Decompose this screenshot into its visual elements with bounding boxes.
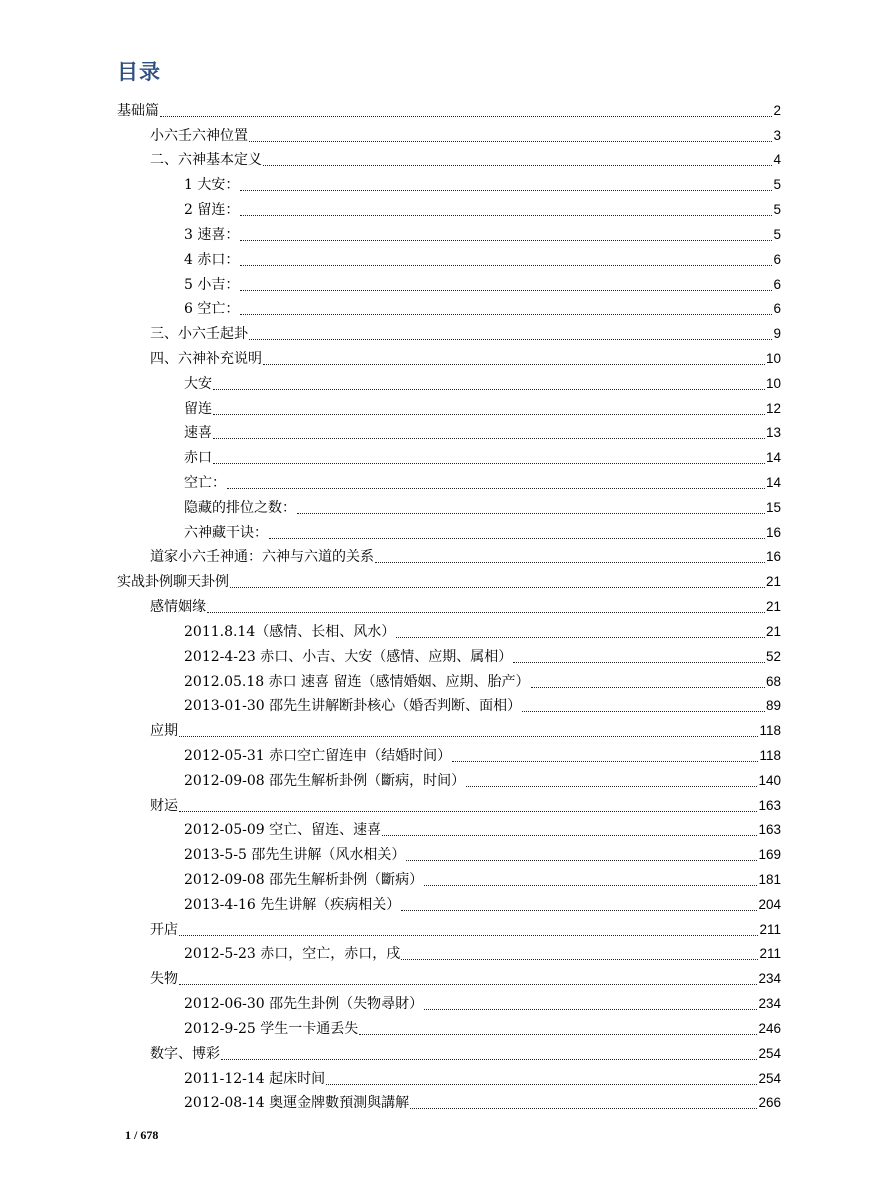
dot-leader (160, 116, 772, 117)
dot-leader (406, 860, 757, 861)
toc-page-number: 10 (765, 375, 781, 391)
dot-leader (207, 612, 765, 613)
toc-entry[interactable] (0, 344, 879, 369)
toc-entry-title: 6 空亡： (184, 301, 240, 318)
toc-entry[interactable] (0, 1014, 879, 1039)
toc-page-number: 21 (765, 623, 781, 639)
dot-leader (466, 786, 757, 787)
toc-entry[interactable] (0, 419, 879, 444)
toc-page-number: 16 (765, 524, 781, 540)
toc-entry-title: 基础篇 (117, 102, 159, 119)
toc-page-number: 4 (773, 152, 781, 168)
toc-entry-title: 速喜 (184, 425, 212, 442)
toc-entry-title: 失物 (150, 971, 178, 988)
dot-leader (240, 215, 772, 216)
toc-entry[interactable] (0, 940, 879, 965)
toc-page-number: 169 (758, 847, 781, 863)
toc-page-number: 10 (765, 350, 781, 366)
toc-entry-title: 2 留连： (184, 202, 240, 219)
dot-leader (375, 562, 765, 563)
dot-leader (513, 662, 765, 663)
dot-leader (240, 290, 772, 291)
dot-leader (531, 687, 765, 688)
dot-leader (396, 637, 765, 638)
toc-entry-title: 实战卦例聊天卦例 (117, 574, 229, 591)
toc-page-number: 52 (765, 648, 781, 664)
dot-leader (213, 389, 765, 390)
dot-leader (326, 1084, 757, 1085)
toc-page-number: 254 (758, 1070, 781, 1086)
toc-entry[interactable] (0, 170, 879, 195)
dot-leader (249, 339, 772, 340)
toc-entry[interactable] (0, 692, 879, 717)
toc-entry-title: 二、六神基本定义 (150, 152, 262, 169)
dot-leader (359, 1034, 757, 1035)
toc-page-number: 13 (765, 425, 781, 441)
toc-entry-title: 开店 (150, 921, 178, 938)
toc-entry-title: 财运 (150, 797, 178, 814)
toc-page-number: 211 (759, 946, 781, 962)
toc-page-number: 21 (765, 574, 781, 590)
toc-entry-title: 5 小吉： (184, 276, 240, 293)
toc-page-number: 15 (765, 499, 781, 515)
dot-leader (213, 463, 765, 464)
toc-entry-title: 数字、博彩 (150, 1045, 220, 1062)
dot-leader (249, 141, 772, 142)
toc-entry-title: 2011-12-14 起床时间 (184, 1070, 326, 1087)
toc-entry[interactable] (0, 791, 879, 816)
toc-page-number: 118 (759, 723, 781, 739)
toc-page-number: 181 (758, 872, 781, 887)
toc-entry-title: 2012-9-25 学生一卡通丢失 (184, 1020, 359, 1037)
toc-entry[interactable] (0, 1064, 879, 1089)
toc-page-number: 254 (758, 1045, 781, 1061)
toc-entry[interactable] (0, 518, 879, 543)
toc-page-number: 140 (758, 772, 781, 788)
toc-entry[interactable] (0, 890, 879, 915)
toc-page-number: 246 (758, 1020, 781, 1036)
toc-entry[interactable] (0, 270, 879, 295)
toc-entry[interactable] (0, 667, 879, 692)
toc-entry-title: 2012-08-14 奥運金牌數預測與講解 (184, 1095, 410, 1112)
toc-page-number: 5 (773, 226, 781, 242)
toc-entry-title: 应期 (150, 723, 178, 740)
toc-entry[interactable] (0, 295, 879, 320)
toc-page-number: 118 (759, 747, 781, 763)
dot-leader (424, 1009, 757, 1010)
dot-leader (179, 736, 758, 737)
toc-page-number: 6 (773, 276, 781, 292)
toc-entry[interactable] (0, 741, 879, 766)
toc-entry[interactable] (0, 220, 879, 245)
dot-leader (297, 513, 765, 514)
dot-leader (240, 190, 772, 191)
toc-entry[interactable] (0, 543, 879, 568)
dot-leader (522, 711, 765, 712)
toc-entry-title: 1 大安： (184, 177, 240, 194)
toc-entry-title: 2012-4-23 赤口、小吉、大安（感情、应期、属相） (184, 648, 513, 665)
dot-leader (410, 1108, 757, 1109)
toc-entry[interactable] (0, 865, 879, 890)
toc-page-number: 234 (758, 971, 781, 987)
toc-page-number: 14 (765, 450, 781, 466)
dot-leader (263, 364, 765, 365)
toc-entry-title: 2012-5-23 赤口，空亡，赤口，戌 (184, 946, 401, 963)
toc-heading: 目录 (117, 60, 161, 84)
toc-entry[interactable] (0, 766, 879, 791)
toc-entry[interactable] (0, 642, 879, 667)
toc-page-number: 5 (773, 177, 781, 193)
toc-entry-title: 赤口 (184, 450, 212, 467)
toc-entry-title: 空亡： (184, 475, 226, 491)
toc-entry-title: 2012-09-08 邵先生解析卦例（斷病） (184, 872, 424, 888)
page-counter: 1 / 678 (125, 1128, 159, 1142)
toc-entry[interactable] (0, 96, 879, 121)
toc-page-number: 2 (773, 102, 781, 118)
toc-entry[interactable] (0, 319, 879, 344)
dot-leader (213, 414, 765, 415)
toc-page-number: 266 (758, 1095, 781, 1111)
toc-entry-title: 道家小六壬神通：六神与六道的关系 (150, 549, 374, 566)
toc-page-number: 211 (759, 921, 781, 937)
toc-entry-title: 2012.05.18 赤口 速喜 留连（感情婚姻、应期、胎产） (184, 673, 530, 690)
dot-leader (452, 761, 758, 762)
toc-entry[interactable] (0, 493, 879, 518)
toc-entry[interactable] (0, 468, 879, 493)
toc-entry-title: 2012-06-30 邵先生卦例（失物尋財） (184, 996, 424, 1013)
toc-entry-title: 六神藏干诀： (184, 524, 268, 541)
toc-entry[interactable] (0, 443, 879, 468)
toc-entry[interactable] (0, 840, 879, 865)
toc-entry[interactable] (0, 816, 879, 841)
dot-leader (221, 1059, 757, 1060)
dot-leader (179, 935, 758, 936)
toc-page-number: 5 (773, 202, 781, 218)
toc-page-number: 68 (765, 673, 781, 689)
toc-page-number: 234 (758, 996, 781, 1012)
toc-entry-title: 小六壬六神位置 (150, 127, 248, 144)
toc-entry-title: 3 速喜： (184, 226, 240, 243)
dot-leader (401, 910, 757, 911)
toc-page-number: 163 (758, 797, 781, 813)
dot-leader (213, 438, 765, 439)
toc-entry[interactable] (0, 369, 879, 394)
toc-entry[interactable] (0, 915, 879, 940)
toc-entry[interactable] (0, 1039, 879, 1064)
toc-entry-title: 感情姻缘 (150, 599, 206, 616)
dot-leader (240, 265, 772, 266)
toc-entry-title: 2012-09-08 邵先生解析卦例（斷病，时间） (184, 772, 466, 789)
toc-entry[interactable] (0, 567, 879, 592)
dot-leader (240, 240, 772, 241)
dot-leader (382, 835, 757, 836)
toc-page-number: 3 (773, 127, 781, 143)
toc-page-number: 12 (765, 400, 781, 416)
toc-entry-title: 2012-05-31 赤口空亡留连申（结婚时间） (184, 747, 452, 764)
dot-leader (179, 811, 757, 812)
toc-entry-title: 三、小六壬起卦 (150, 326, 248, 343)
dot-leader (263, 165, 772, 166)
toc-entry-title: 大安 (184, 375, 212, 392)
dot-leader (227, 488, 765, 489)
toc-entry-title: 四、六神补充说明 (150, 350, 262, 367)
toc-page-number: 21 (765, 599, 781, 615)
dot-leader (269, 538, 765, 539)
toc-page-number: 14 (765, 475, 781, 490)
toc-entry[interactable] (0, 394, 879, 419)
table-of-contents (0, 96, 879, 1113)
dot-leader (230, 587, 765, 588)
toc-entry[interactable] (0, 1089, 879, 1114)
toc-entry[interactable] (0, 592, 879, 617)
toc-entry-title: 4 赤口： (184, 251, 240, 268)
dot-leader (240, 314, 772, 315)
toc-entry[interactable] (0, 964, 879, 989)
toc-page-number: 9 (773, 326, 781, 342)
toc-entry-title: 隐藏的排位之数： (184, 499, 296, 516)
toc-entry[interactable] (0, 195, 879, 220)
toc-entry-title: 2013-4-16 先生讲解（疾病相关） (184, 896, 401, 913)
toc-entry[interactable] (0, 245, 879, 270)
toc-entry-title: 2012-05-09 空亡、留连、速喜 (184, 822, 382, 839)
toc-entry[interactable] (0, 146, 879, 171)
toc-entry-title: 留连 (184, 400, 212, 417)
toc-entry-title: 2011.8.14（感情、长相、风水） (184, 623, 396, 640)
dot-leader (424, 885, 757, 886)
toc-entry[interactable] (0, 989, 879, 1014)
toc-page-number: 6 (773, 301, 781, 317)
toc-page-number: 89 (765, 698, 781, 714)
dot-leader (401, 959, 758, 960)
toc-entry[interactable] (0, 617, 879, 642)
toc-page-number: 16 (765, 549, 781, 565)
toc-page-number: 163 (758, 822, 781, 838)
toc-entry[interactable] (0, 121, 879, 146)
dot-leader (179, 984, 757, 985)
toc-entry-title: 2013-5-5 邵先生讲解（风水相关） (184, 847, 406, 864)
toc-entry[interactable] (0, 716, 879, 741)
toc-entry-title: 2013-01-30 邵先生讲解断卦核心（婚否判断、面相） (184, 698, 522, 715)
toc-page-number: 204 (758, 896, 781, 912)
toc-page-number: 6 (773, 251, 781, 267)
